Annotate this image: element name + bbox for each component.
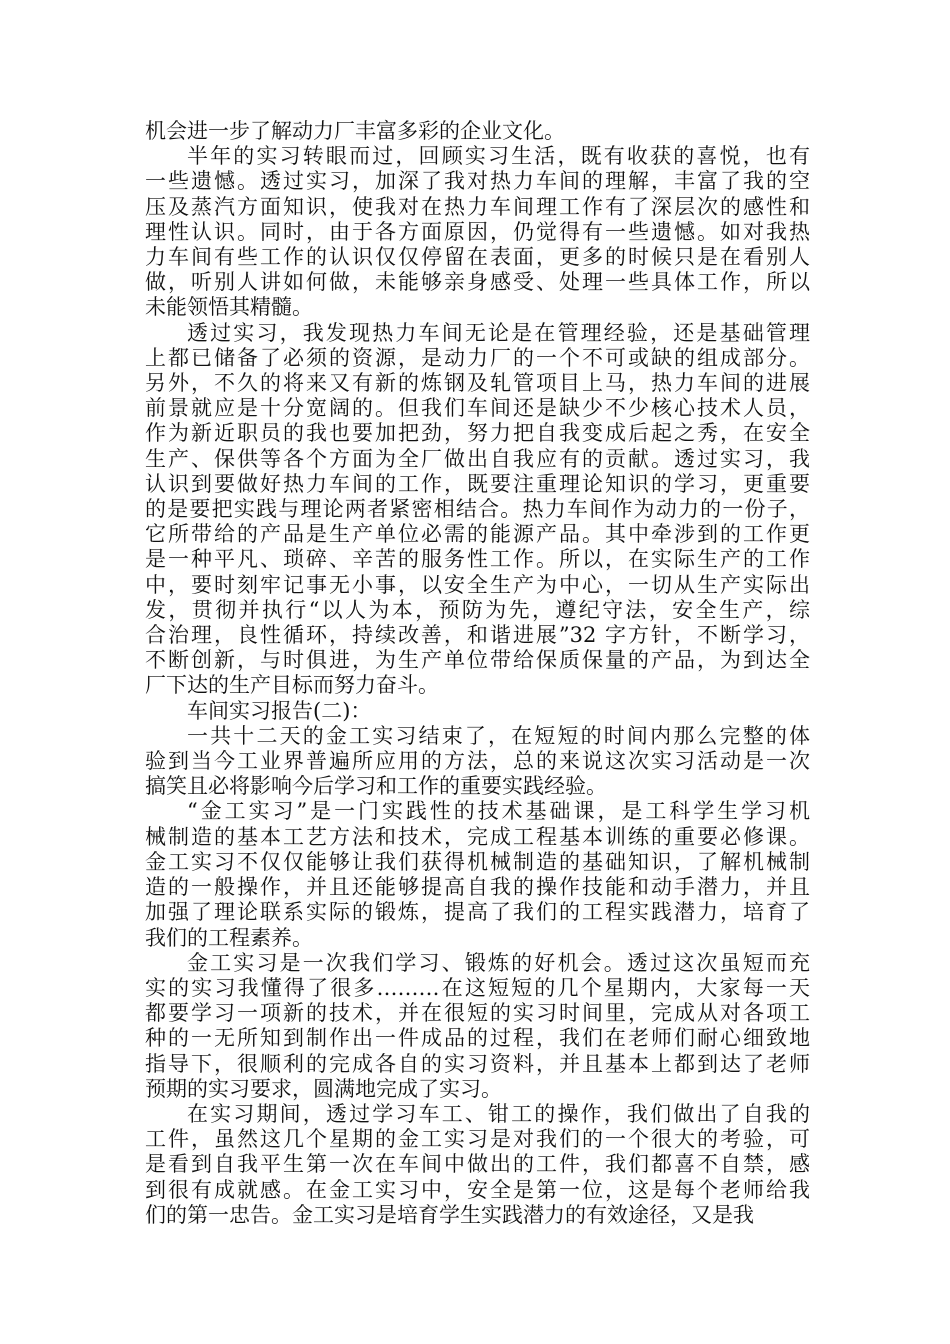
- text-line: 厂下达的生产目标而努力奋斗。: [145, 673, 439, 698]
- text-line: 实的实习我懂得了很多………在这短短的几个星期内，大家每一天: [145, 975, 810, 1000]
- document-body: [145, 119, 810, 1228]
- text-line: 合治理，良性循环，持续改善，和谐进展”32 字方针，不断学习，: [145, 623, 810, 648]
- text-line: 它所带给的产品是生产单位必需的能源产品。其中牵涉到的工作更: [145, 522, 810, 547]
- text-line: 加强了理论联系实际的锻炼，提高了我们的工程实践潜力，培育了: [145, 900, 810, 925]
- text-line: 我们的工程素养。: [145, 925, 313, 950]
- text-line: “金工实习”是一门实践性的技术基础课，是工科学生学习机: [187, 799, 810, 824]
- text-line: 指导下，很顺利的完成各自的实习资料，并且基本上都到达了老师: [145, 1051, 810, 1076]
- text-line: 预期的实习要求，圆满地完成了实习。: [145, 1076, 502, 1101]
- text-line: 不断创新，与时俱进，为生产单位带给保质保量的产品，为到达全: [145, 648, 810, 673]
- text-line: 都要学习一项新的技术，并在很短的实习时间里，完成从对各项工: [145, 1001, 810, 1026]
- text-line: 认识到要做好热力车间的工作，既要注重理论知识的学习，更重要: [145, 471, 810, 496]
- text-line: 搞笑且必将影响今后学习和工作的重要实践经验。: [145, 774, 607, 799]
- text-line: 理性认识。同时，由于各方面原因，仍觉得有一些遗憾。如对我热: [145, 219, 810, 244]
- text-line: 中，要时刻牢记事无小事，以安全生产为中心，一切从生产实际出: [145, 572, 810, 597]
- text-line: 械制造的基本工艺方法和技术，完成工程基本训练的重要必修课。: [145, 824, 810, 849]
- text-line: 压及蒸汽方面知识，使我对在热力车间理工作有了深层次的感性和: [145, 194, 810, 219]
- paragraph: [145, 144, 810, 320]
- text-line: 作为新近职员的我也要加把劲，努力把自我变成后起之秀，在安全: [145, 421, 810, 446]
- text-line: 种的一无所知到制作出一件成品的过程，我们在老师们耐心细致地: [145, 1026, 810, 1051]
- paragraph: [145, 951, 810, 1102]
- text-line: 未能领悟其精髓。: [145, 295, 313, 320]
- text-line: 工件，虽然这几个星期的金工实习是对我们的一个很大的考验，可: [145, 1127, 810, 1152]
- text-line: 透过实习，我发现热力车间无论是在管理经验，还是基础管理: [187, 320, 810, 345]
- text-line: 是看到自我平生第一次在车间中做出的工件，我们都喜不自禁，感: [145, 1152, 810, 1177]
- text-line: 在实习期间，透过学习车工、钳工的操作，我们做出了自我的: [187, 1101, 810, 1126]
- text-line: 生产、保供等各个方面为全厂做出自我应有的贡献。透过实习，我: [145, 446, 810, 471]
- text-line: 的是要把实践与理论两者紧密相结合。热力车间作为动力的一份子，: [145, 497, 810, 522]
- paragraph: [145, 699, 810, 724]
- text-line: 造的一般操作，并且还能够提高自我的操作技能和动手潜力，并且: [145, 875, 810, 900]
- text-line: 机会进一步了解动力厂丰富多彩的企业文化。: [145, 119, 565, 143]
- text-line: 另外，不久的将来又有新的炼钢及轧管项目上马，热力车间的进展: [145, 371, 810, 396]
- text-line: 们的第一忠告。金工实习是培育学生实践潜力的有效途径，又是我: [145, 1202, 754, 1227]
- text-line: 是一种平凡、琐碎、辛苦的服务性工作。所以，在实际生产的工作: [145, 547, 810, 572]
- text-line: 到很有成就感。在金工实习中，安全是第一位，这是每个老师给我: [145, 1177, 810, 1202]
- paragraph: [145, 1102, 810, 1228]
- text-line: 半年的实习转眼而过，回顾实习生活，既有收获的喜悦，也有: [187, 144, 810, 169]
- paragraph: [145, 724, 810, 800]
- text-line: 金工实习是一次我们学习、锻炼的好机会。透过这次虽短而充: [187, 950, 810, 975]
- text-line: 验到当今工业界普遍所应用的方法，总的来说这次实习活动是一次: [145, 749, 810, 774]
- paragraph: [145, 799, 810, 950]
- text-line: 前景就应是十分宽阔的。但我们车间还是缺少不少核心技术人员，: [145, 396, 810, 421]
- text-line: 金工实习不仅仅能够让我们获得机械制造的基础知识，了解机械制: [145, 849, 810, 874]
- paragraph: [145, 321, 810, 699]
- paragraph: [145, 119, 810, 144]
- text-line: 车间实习报告(二)：: [187, 698, 372, 723]
- text-line: 上都已储备了必须的资源，是动力厂的一个不可或缺的组成部分。: [145, 345, 810, 370]
- text-line: 做，听别人讲如何做，未能够亲身感受、处理一些具体工作，所以: [145, 270, 810, 295]
- text-line: 一共十二天的金工实习结束了，在短短的时间内那么完整的体: [187, 723, 810, 748]
- text-line: 发，贯彻并执行“以人为本，预防为先，遵纪守法，安全生产，综: [145, 597, 810, 622]
- text-line: 一些遗憾。透过实习，加深了我对热力车间的理解，丰富了我的空: [145, 169, 810, 194]
- text-line: 力车间有些工作的认识仅仅停留在表面，更多的时候只是在看别人: [145, 245, 810, 270]
